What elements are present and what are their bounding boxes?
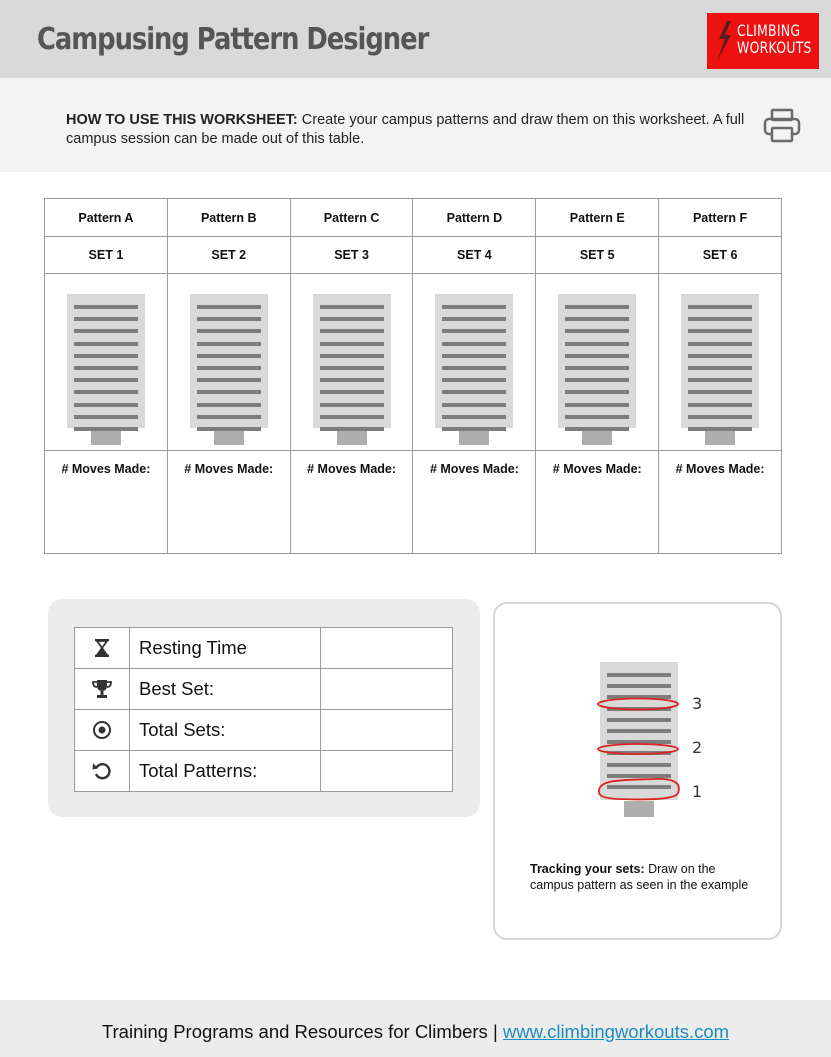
board-rung	[688, 342, 752, 346]
board-rung	[74, 305, 138, 309]
page-title: Campusing Pattern Designer	[37, 22, 429, 57]
instructions-body: Create your campus patterns and draw them on this worksheet. A full campus session can be made out of this table.	[66, 112, 745, 147]
board-cell[interactable]	[290, 274, 413, 451]
set-label-5: SET 5	[536, 237, 659, 274]
tracking-caption	[530, 861, 750, 893]
marker-ring-3	[598, 699, 678, 710]
board-rung	[565, 403, 629, 407]
board-rung	[442, 378, 506, 382]
session-stats-table	[74, 627, 453, 792]
stats-icon-cell	[75, 751, 130, 792]
header-bar	[0, 0, 831, 78]
board-cell[interactable]	[659, 274, 782, 451]
moves-made-cell[interactable]: # Moves Made:	[536, 451, 659, 554]
climbing-workouts-logo[interactable]	[707, 13, 819, 69]
board-rung	[565, 354, 629, 358]
board-rung	[442, 390, 506, 394]
board-rung	[565, 427, 629, 431]
marker-number-3: 3	[692, 694, 703, 713]
moves-made-cell[interactable]: # Moves Made:	[167, 451, 290, 554]
board-rung	[688, 390, 752, 394]
tracking-caption-body: Draw on the campus pattern as seen in the example	[530, 862, 749, 892]
board-rung	[197, 354, 261, 358]
instructions-text	[66, 111, 746, 149]
moves-made-cell[interactable]: # Moves Made:	[659, 451, 782, 554]
board-rung	[74, 415, 138, 419]
board-cell[interactable]	[45, 274, 168, 451]
board-rung	[320, 305, 384, 309]
tracking-example-card	[493, 602, 782, 940]
resting-time-value[interactable]	[321, 628, 453, 669]
board-rung	[565, 342, 629, 346]
board-rung	[197, 403, 261, 407]
pattern-header-a: Pattern A	[45, 199, 168, 237]
board-rung	[442, 354, 506, 358]
board-rung	[320, 403, 384, 407]
board-cell[interactable]	[413, 274, 536, 451]
campus-board-diagram[interactable]	[558, 294, 636, 428]
set-label-6: SET 6	[659, 237, 782, 274]
marker-number-1: 1	[692, 782, 703, 801]
stats-row	[75, 628, 453, 669]
board-base	[582, 429, 612, 445]
stats-icon-cell	[75, 710, 130, 751]
marker-ring-1	[599, 779, 679, 800]
footer-tagline: Training Programs and Resources for Climbers |	[101, 1021, 503, 1042]
board-rung	[74, 354, 138, 358]
website-link[interactable]: www.climbingworkouts.com	[502, 1021, 730, 1042]
set-label-1: SET 1	[45, 237, 168, 274]
footer-bar	[0, 1000, 831, 1057]
board-rung	[565, 317, 629, 321]
board-rung	[74, 378, 138, 382]
pattern-table	[44, 198, 782, 554]
board-rung	[320, 366, 384, 370]
board-rung	[197, 329, 261, 333]
board-rung	[688, 354, 752, 358]
board-rung	[565, 390, 629, 394]
board-rung	[688, 427, 752, 431]
board-rung	[197, 342, 261, 346]
board-rung	[688, 317, 752, 321]
board-rung	[74, 403, 138, 407]
board-rung	[442, 329, 506, 333]
board-rung	[442, 305, 506, 309]
board-rung	[320, 317, 384, 321]
trophy-icon	[91, 679, 113, 699]
board-rung	[565, 378, 629, 382]
board-rung	[197, 390, 261, 394]
campus-board-diagram[interactable]	[435, 294, 513, 428]
footer-text	[0, 1021, 831, 1043]
board-rung	[688, 378, 752, 382]
board-rung	[688, 415, 752, 419]
total-patterns-value[interactable]	[321, 751, 453, 792]
board-rung	[565, 305, 629, 309]
board-rung	[688, 403, 752, 407]
instructions-lead: HOW TO USE THIS WORKSHEET:	[66, 112, 298, 128]
total-sets-label: Total Sets:	[130, 710, 321, 751]
target-icon	[92, 720, 112, 740]
marker-ring-2	[598, 744, 678, 754]
board-rung	[565, 366, 629, 370]
logo-text: CLIMBING WORKOUTS	[737, 21, 812, 57]
pattern-header-c: Pattern C	[290, 199, 413, 237]
tracking-caption-lead: Tracking your sets:	[530, 862, 645, 876]
board-rung	[74, 427, 138, 431]
moves-made-cell[interactable]: # Moves Made:	[45, 451, 168, 554]
campus-board-diagram[interactable]	[313, 294, 391, 428]
marker-number-2: 2	[692, 738, 703, 757]
board-rung	[197, 378, 261, 382]
board-base	[337, 429, 367, 445]
campus-board-diagram[interactable]	[681, 294, 759, 428]
pattern-header-d: Pattern D	[413, 199, 536, 237]
board-rung	[74, 390, 138, 394]
pattern-header-b: Pattern B	[167, 199, 290, 237]
board-rung	[565, 329, 629, 333]
climber-logo-icon	[713, 19, 735, 63]
board-base	[705, 429, 735, 445]
board-rung	[197, 366, 261, 370]
stats-row	[75, 751, 453, 792]
board-rung	[442, 427, 506, 431]
stats-row	[75, 669, 453, 710]
board-rung	[442, 415, 506, 419]
board-rung	[74, 329, 138, 333]
set-label-4: SET 4	[413, 237, 536, 274]
best-set-value[interactable]	[321, 669, 453, 710]
board-base	[91, 429, 121, 445]
printer-icon[interactable]	[763, 108, 801, 144]
board-rung	[442, 403, 506, 407]
stats-icon-cell	[75, 669, 130, 710]
board-rung	[688, 305, 752, 309]
resting-time-label: Resting Time	[130, 628, 321, 669]
board-base	[214, 429, 244, 445]
board-rung	[320, 378, 384, 382]
moves-made-cell[interactable]: # Moves Made:	[413, 451, 536, 554]
board-rung	[320, 415, 384, 419]
hourglass-icon	[94, 638, 110, 658]
board-rung	[442, 342, 506, 346]
pattern-header-f: Pattern F	[659, 199, 782, 237]
instructions-panel	[0, 78, 831, 172]
moves-made-cell[interactable]: # Moves Made:	[290, 451, 413, 554]
set-label-2: SET 2	[167, 237, 290, 274]
board-rung	[320, 354, 384, 358]
board-base	[459, 429, 489, 445]
board-rung	[320, 390, 384, 394]
pattern-header-e: Pattern E	[536, 199, 659, 237]
board-rung	[74, 342, 138, 346]
board-rung	[688, 329, 752, 333]
board-rung	[320, 342, 384, 346]
board-cell[interactable]	[536, 274, 659, 451]
board-rung	[197, 427, 261, 431]
board-rung	[197, 317, 261, 321]
board-rung	[320, 427, 384, 431]
board-rung	[565, 415, 629, 419]
best-set-label: Best Set:	[130, 669, 321, 710]
board-rung	[320, 329, 384, 333]
total-sets-value[interactable]	[321, 710, 453, 751]
board-rung	[688, 366, 752, 370]
board-rung	[442, 366, 506, 370]
board-rung	[197, 415, 261, 419]
board-rung	[74, 317, 138, 321]
campus-board-diagram[interactable]	[190, 294, 268, 428]
board-cell[interactable]	[167, 274, 290, 451]
board-rung	[442, 317, 506, 321]
total-patterns-label: Total Patterns:	[130, 751, 321, 792]
refresh-icon	[92, 761, 112, 781]
stats-icon-cell	[75, 628, 130, 669]
campus-board-diagram[interactable]	[67, 294, 145, 428]
board-rung	[197, 305, 261, 309]
stats-row	[75, 710, 453, 751]
set-label-3: SET 3	[290, 237, 413, 274]
board-rung	[74, 366, 138, 370]
